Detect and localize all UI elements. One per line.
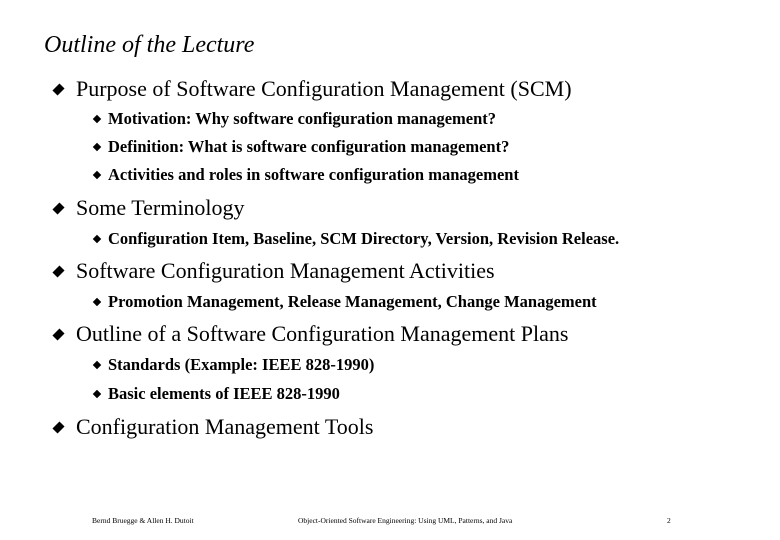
diamond-bullet-icon (52, 202, 64, 214)
bullet-item-scm-purpose (76, 76, 572, 102)
sub-bullet-text: Promotion Management, Release Management, Change Management (108, 292, 597, 311)
diamond-subbullet-icon (93, 390, 101, 398)
sub-bullet-text: Configuration Item, Baseline, SCM Directory, Version, Revision Release. (108, 229, 620, 248)
sub-bullet-terms (108, 229, 619, 249)
footer-page-number: 2 (667, 516, 671, 525)
diamond-bullet-icon (52, 421, 64, 433)
bullet-item-scm-plans (76, 321, 568, 347)
diamond-subbullet-icon (93, 143, 101, 151)
sub-bullet-text: Activities and roles in software configuration management (108, 165, 519, 184)
sub-bullet-text: Basic elements of IEEE 828-1990 (108, 384, 340, 403)
diamond-bullet-icon (52, 328, 64, 340)
sub-bullet-text: Definition: What is software configuration management? (108, 137, 510, 156)
diamond-bullet-icon (52, 83, 64, 95)
footer-book-title: Object-Oriented Software Engineering: Using UML, Patterns, and Java (298, 516, 513, 525)
sub-bullet-text: Standards (Example: IEEE 828-1990) (108, 355, 375, 374)
slide-title: Outline of the Lecture (44, 32, 255, 58)
sub-bullet-standards (108, 355, 374, 375)
diamond-subbullet-icon (93, 298, 101, 306)
sub-bullet-basic-elements (108, 384, 340, 404)
diamond-subbullet-icon (93, 361, 101, 369)
sub-bullet-activities-roles (108, 165, 519, 185)
diamond-subbullet-icon (93, 235, 101, 243)
diamond-subbullet-icon (93, 115, 101, 123)
bullet-item-cm-tools (76, 414, 373, 440)
sub-bullet-motivation (108, 109, 496, 129)
bullet-text: Outline of a Software Configuration Management Plans (76, 321, 569, 346)
sub-bullet-management-types (108, 292, 597, 312)
bullet-text: Some Terminology (76, 195, 245, 220)
diamond-bullet-icon (52, 265, 64, 277)
sub-bullet-definition (108, 137, 509, 157)
diamond-subbullet-icon (93, 171, 101, 179)
bullet-text: Purpose of Software Configuration Management (SCM) (76, 76, 572, 101)
bullet-item-scm-activities (76, 258, 495, 284)
bullet-text: Software Configuration Management Activities (76, 258, 495, 283)
footer-authors: Bernd Bruegge & Allen H. Dutoit (92, 516, 194, 525)
bullet-item-terminology (76, 195, 245, 221)
bullet-text: Configuration Management Tools (76, 414, 374, 439)
sub-bullet-text: Motivation: Why software configuration management? (108, 109, 497, 128)
